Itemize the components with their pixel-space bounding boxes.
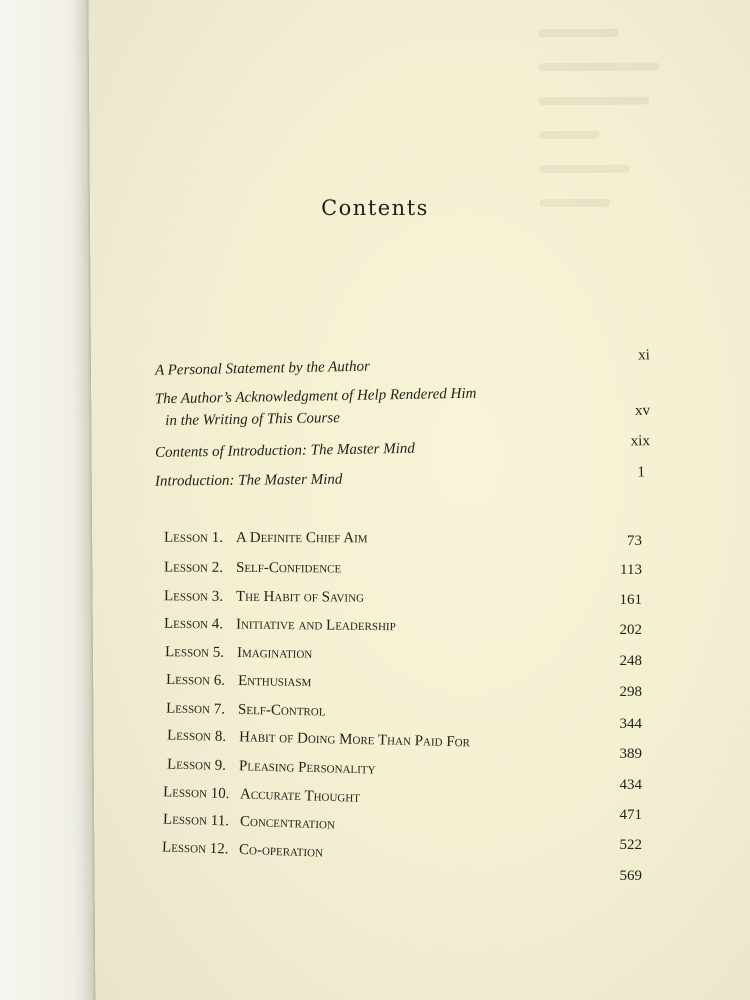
lesson-number: Lesson 1. — [163, 529, 224, 546]
entry-page-number: xix — [630, 433, 651, 450]
lesson-number: Lesson 9. — [166, 756, 227, 774]
lesson-page-number: 298 — [619, 684, 642, 700]
lesson-number: Lesson 5. — [164, 644, 225, 661]
lesson-title: Habit of Doing More Than Paid For — [238, 729, 471, 751]
lesson-number: Lesson 10. — [162, 784, 230, 803]
lesson-title: The Habit of Saving — [235, 588, 365, 606]
lesson-number: Lesson 6. — [165, 671, 226, 689]
lesson-page-number: 569 — [619, 868, 642, 884]
lesson-number: Lesson 8. — [166, 727, 227, 745]
lesson-title: Imagination — [236, 644, 313, 662]
entry-title: Introduction: The Master Mind — [154, 471, 343, 490]
lesson-page-number: 344 — [619, 716, 642, 732]
lesson-title: Accurate Thought — [239, 786, 361, 806]
lesson-page-number: 161 — [619, 592, 642, 608]
entry-title: The Author’s Acknowledgment of Help Rendered Him — [154, 385, 477, 408]
lesson-number: Lesson 3. — [163, 588, 224, 605]
lesson-number: Lesson 11. — [162, 811, 230, 830]
lesson-page-number: 248 — [619, 653, 642, 669]
lesson-page-number: 434 — [619, 777, 642, 793]
entry-title: Contents of Introduction: The Master Mind — [154, 440, 415, 461]
entry-title: A Personal Statement by the Author — [154, 358, 370, 379]
facing-page — [0, 0, 100, 1000]
lesson-number: Lesson 2. — [163, 559, 224, 576]
entry-title-continued: in the Writing of This Course — [165, 410, 340, 430]
lesson-number: Lesson 4. — [163, 615, 224, 633]
lesson-page-number: 522 — [619, 837, 642, 853]
lesson-title: Co-operation — [238, 841, 324, 861]
entry-page-number: xi — [638, 347, 650, 364]
entry-page-number: xv — [634, 402, 651, 419]
lesson-page-number: 202 — [619, 622, 642, 638]
lesson-entry — [164, 530, 368, 548]
lesson-page-number: 113 — [620, 562, 642, 578]
lesson-entry — [166, 672, 312, 691]
lesson-entry — [165, 644, 312, 663]
lesson-page-number: 471 — [619, 807, 642, 823]
lesson-title: Concentration — [239, 813, 336, 833]
lesson-title: Self-Confidence — [235, 559, 342, 577]
lesson-entry — [164, 560, 341, 578]
lesson-entry — [164, 588, 364, 606]
page-title: Contents — [321, 196, 429, 220]
lesson-title: Pleasing Personality — [238, 758, 376, 778]
lesson-title: Enthusiasm — [237, 672, 312, 691]
lesson-entry — [166, 700, 326, 720]
lesson-title: A Definite Chief Aim — [235, 529, 368, 547]
lesson-page-number: 73 — [627, 533, 642, 549]
lesson-title: Initiative and Leadership — [235, 616, 396, 635]
lesson-number: Lesson 12. — [161, 839, 229, 858]
lesson-entry — [164, 616, 396, 635]
lesson-title: Self-Control — [237, 701, 326, 720]
entry-page-number: 1 — [637, 464, 646, 481]
lesson-number: Lesson 7. — [165, 700, 226, 718]
lesson-page-number: 389 — [619, 746, 642, 762]
show-through-text — [539, 28, 681, 259]
